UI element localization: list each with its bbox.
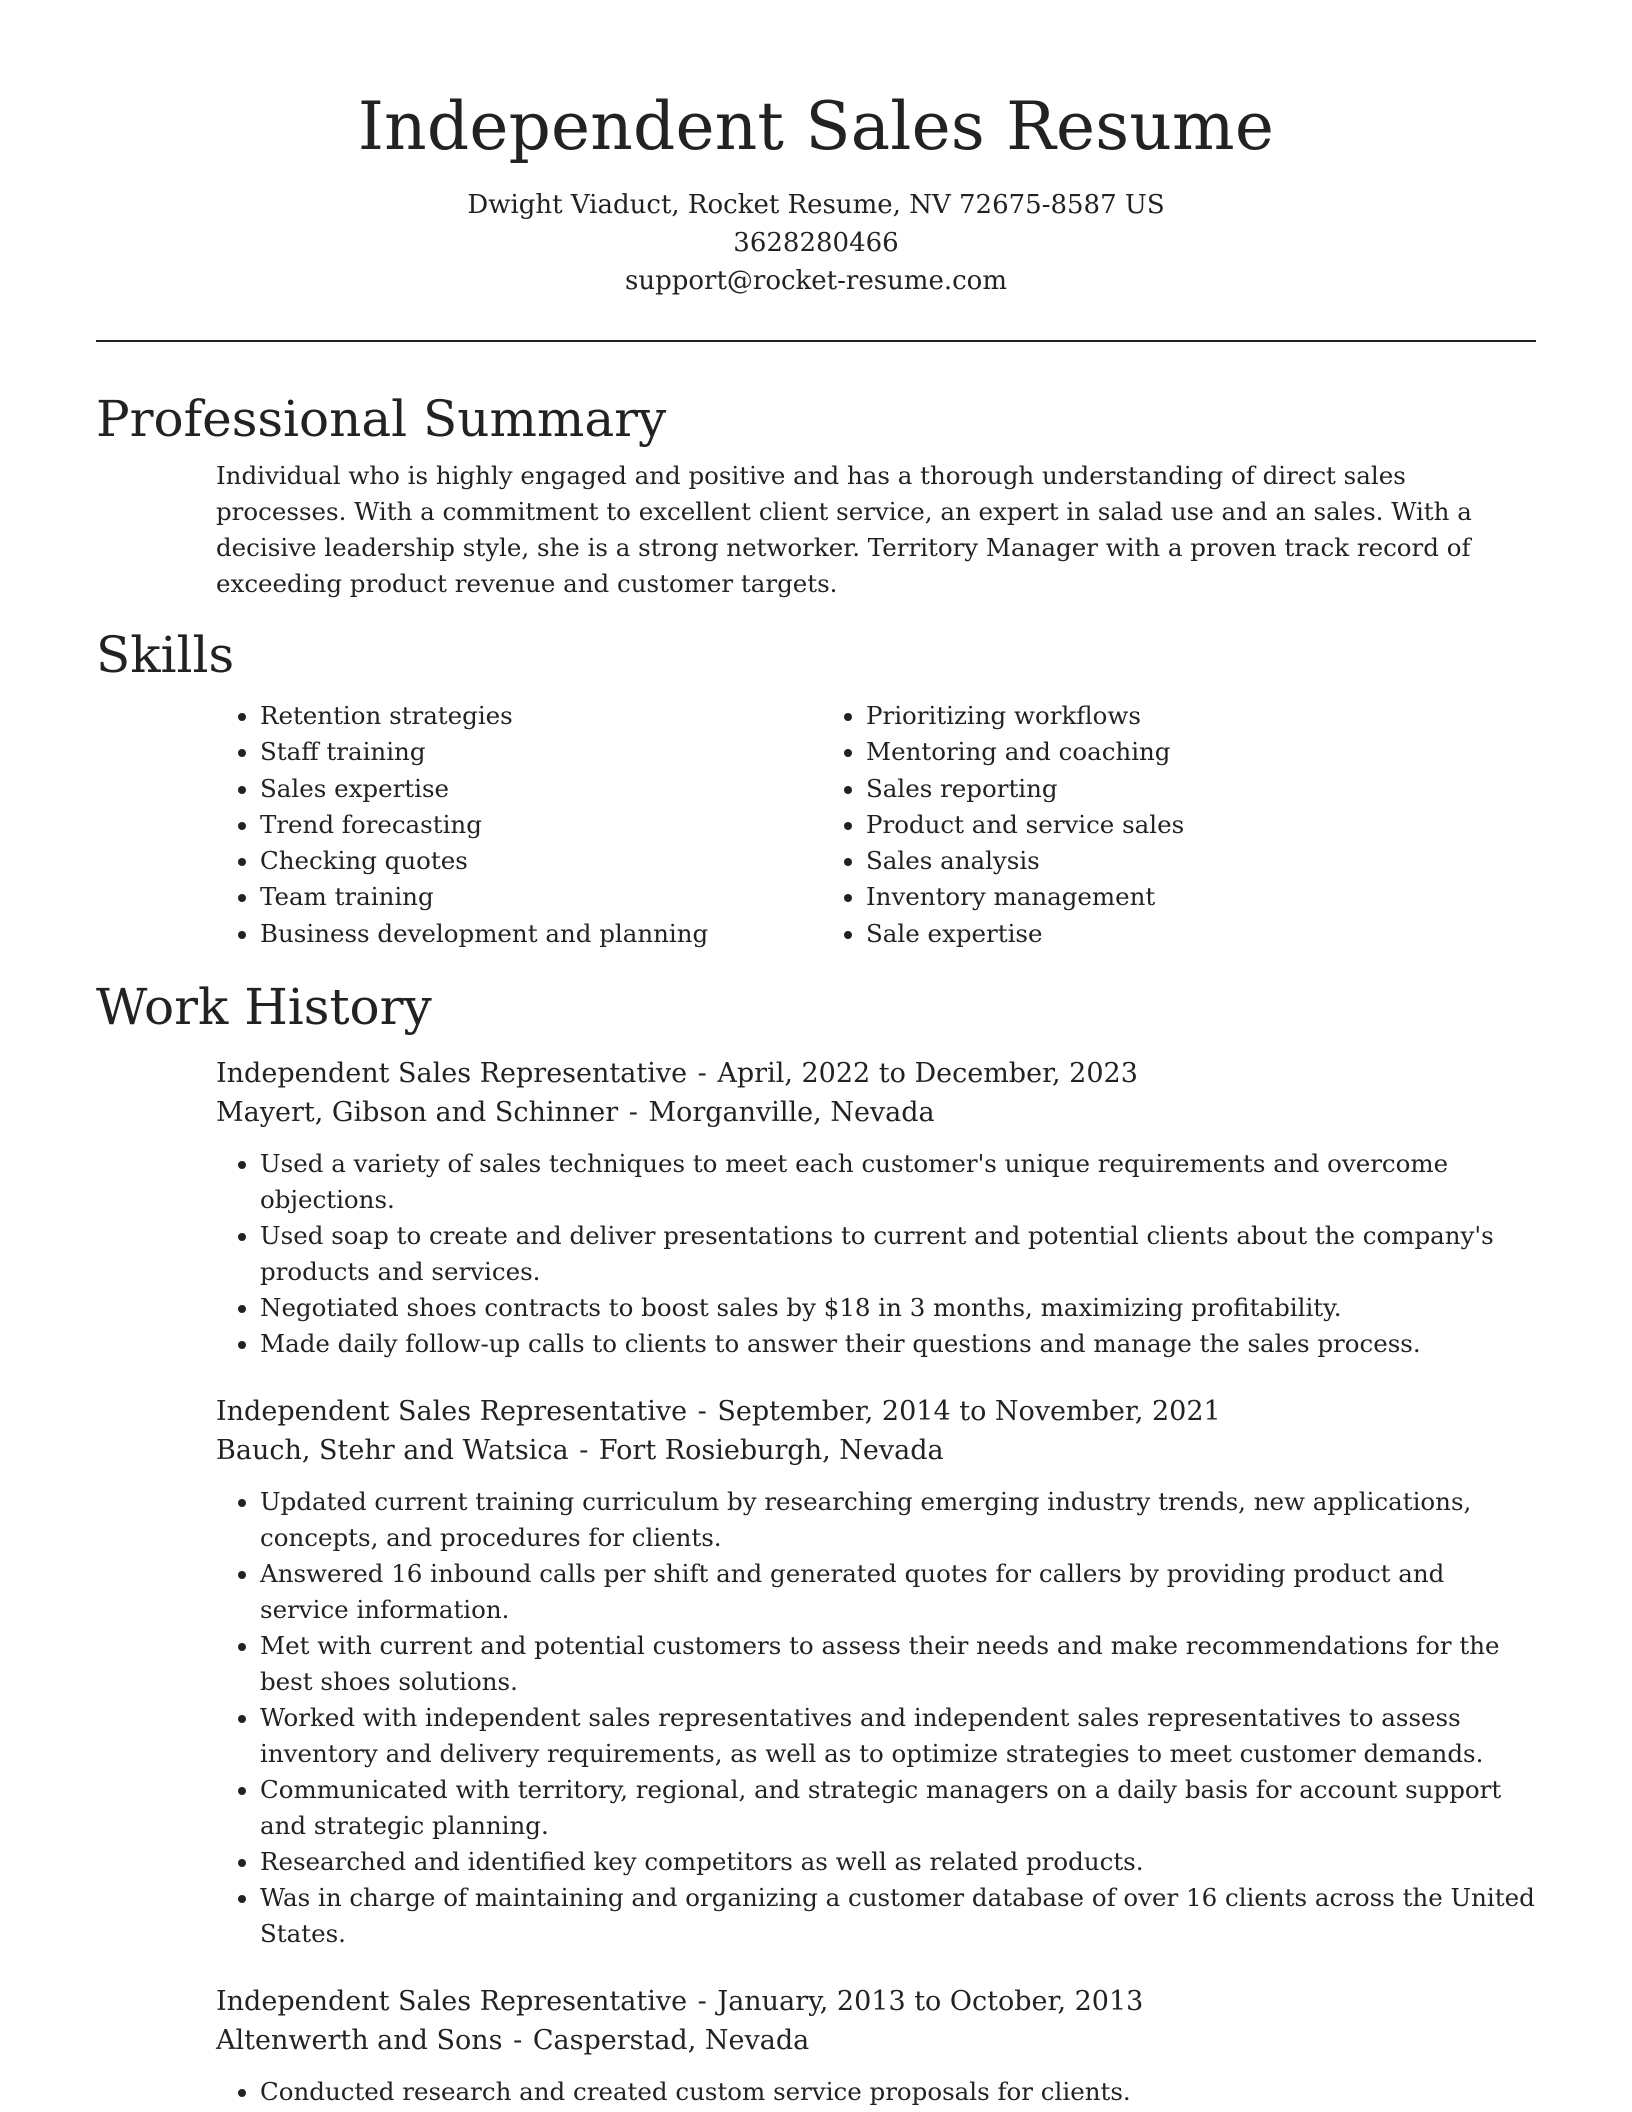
skill-item: • Inventory management: [866, 879, 1428, 915]
job-location: Morganville, Nevada: [648, 1097, 935, 1129]
job-entry: [96, 1392, 1536, 1952]
job-role: Independent Sales Representative: [216, 1396, 688, 1428]
skill-item: • Prioritizing workflows: [866, 698, 1428, 734]
skill-item: • Retention strategies: [260, 698, 822, 734]
skills-column-left: [216, 698, 822, 952]
job-bullet: • Updated current training curriculum by researching emerging industry trends, new applications, concepts, and procedures for clients.: [260, 1484, 1536, 1556]
job-bullet: • Communicated with territory, regional, and strategic managers on a daily basis for account support and strategic planning.: [260, 1772, 1536, 1844]
job-company-line: Mayert, Gibson and Schinner - Morganville, Nevada: [216, 1097, 935, 1129]
summary-heading: Professional Summary: [96, 390, 667, 448]
skill-item: • Sales expertise: [260, 771, 822, 807]
job-bullet: • Used a variety of sales techniques to meet each customer's unique requirements and overcome objections.: [260, 1146, 1536, 1218]
skill-item: • Sales reporting: [866, 771, 1428, 807]
skill-item: • Team training: [260, 879, 822, 915]
skill-item: • Checking quotes: [260, 843, 822, 879]
job-company: Altenwerth and Sons: [216, 2025, 503, 2057]
job-location: Casperstad, Nevada: [532, 2025, 810, 2057]
job-role: Independent Sales Representative: [216, 1058, 688, 1090]
job-company: Bauch, Stehr and Watsica: [216, 1435, 569, 1467]
job-bullet: • Was in charge of maintaining and organizing a customer database of over 16 clients across the United States.: [260, 1880, 1536, 1952]
job-bullet: • Conducted research and created custom service proposals for clients.: [260, 2074, 1536, 2110]
job-bullet: • Met with current and potential customers to assess their needs and make recommendations for the best shoes solutions.: [260, 1628, 1536, 1700]
skill-item: • Mentoring and coaching: [866, 734, 1428, 770]
skill-item: • Trend forecasting: [260, 807, 822, 843]
skill-item: • Staff training: [260, 734, 822, 770]
job-dates: September, 2014 to November, 2021: [717, 1396, 1221, 1428]
skill-item: • Sale expertise: [866, 916, 1428, 952]
work-history-section: [96, 974, 1536, 2110]
job-bullet: • Answered 16 inbound calls per shift and generated quotes for callers by providing product and service information.: [260, 1556, 1536, 1628]
job-title-line: Independent Sales Representative - September, 2014 to November, 2021: [216, 1396, 1221, 1428]
job-bullets: [216, 2074, 1536, 2110]
job-bullet: • Made daily follow-up calls to clients to answer their questions and manage the sales process.: [260, 1326, 1536, 1362]
job-bullet: • Negotiated shoes contracts to boost sales by $18 in 3 months, maximizing profitability.: [260, 1290, 1536, 1326]
job-company-line: Bauch, Stehr and Watsica - Fort Rosieburgh, Nevada: [216, 1435, 944, 1467]
job-bullets: [216, 1484, 1536, 1952]
work-history-heading: Work History: [96, 978, 432, 1037]
job-location: Fort Rosieburgh, Nevada: [598, 1435, 944, 1467]
job-title-line: Independent Sales Representative - January, 2013 to October, 2013: [216, 1986, 1144, 2018]
header-divider: [96, 340, 1536, 342]
job-bullet: • Worked with independent sales representatives and independent sales representatives to assess inventory and delivery requirements, as well as to optimize strategies to meet customer demands.: [260, 1700, 1536, 1772]
skills-list: [96, 698, 1536, 952]
job-bullet: • Researched and identified key competitors as well as related products.: [260, 1844, 1536, 1880]
job-dates: January, 2013 to October, 2013: [717, 1986, 1144, 2018]
job-company-line: Altenwerth and Sons - Casperstad, Nevada: [216, 2025, 810, 2057]
resume-page: [96, 0, 1536, 2110]
job-entry: [96, 1054, 1536, 1362]
skills-column-right: [822, 698, 1428, 952]
skill-item: • Business development and planning: [260, 916, 822, 952]
job-role: Independent Sales Representative: [216, 1986, 688, 2018]
skills-heading: Skills: [96, 626, 235, 684]
resume-header: [96, 0, 1536, 342]
summary-text: Individual who is highly engaged and positive and has a thorough understanding of direct sales processes. With a commitment to excellent client service, an expert in salad use and an sales. With a decisive leadership style, she is a strong networker. Territory Manager with a proven track record of exceeding product revenue and customer targets.: [216, 461, 1472, 598]
skill-item: • Product and service sales: [866, 807, 1428, 843]
skills-section: [96, 622, 1536, 952]
contact-address: Dwight Viaduct, Rocket Resume, NV 72675-8587 US: [467, 190, 1165, 220]
job-bullet: • Used soap to create and deliver presentations to current and potential clients about the company's products and services.: [260, 1218, 1536, 1290]
resume-title: Independent Sales Resume: [357, 88, 1275, 165]
summary-section: [96, 386, 1536, 602]
skill-item: • Sales analysis: [866, 843, 1428, 879]
job-entry: [96, 1982, 1536, 2110]
job-dates: April, 2022 to December, 2023: [717, 1058, 1138, 1090]
job-bullets: [216, 1146, 1536, 1362]
contact-phone: 3628280466: [733, 228, 899, 258]
job-company: Mayert, Gibson and Schinner: [216, 1097, 619, 1129]
contact-email: support@rocket-resume.com: [624, 266, 1007, 296]
job-title-line: Independent Sales Representative - April, 2022 to December, 2023: [216, 1058, 1138, 1090]
